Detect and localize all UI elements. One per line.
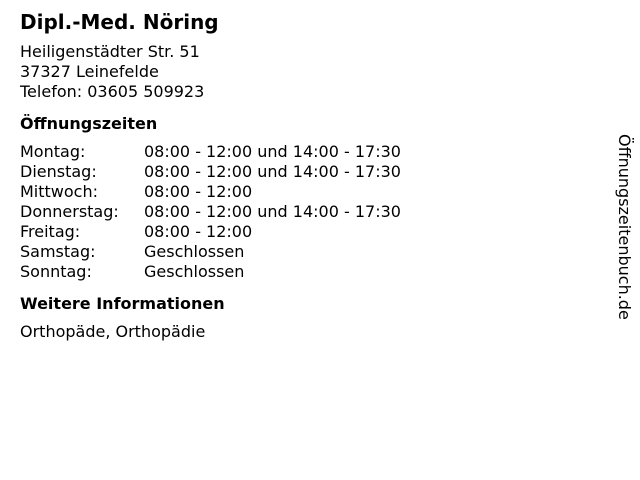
hours-time: 08:00 - 12:00 <box>144 182 253 201</box>
street-address: Heiligenstädter Str. 51 <box>20 42 200 61</box>
hours-time: Geschlossen <box>144 262 245 281</box>
opening-hours-heading: Öffnungszeiten <box>20 114 158 133</box>
specialty-text: Orthopäde, Orthopädie <box>20 322 206 341</box>
hours-row <box>20 162 401 182</box>
hours-time: 08:00 - 12:00 und 14:00 - 17:30 <box>144 202 401 221</box>
further-info-heading: Weitere Informationen <box>20 294 225 313</box>
hours-day: Mittwoch: <box>20 182 98 201</box>
opening-hours-table <box>20 142 401 282</box>
brand-watermark: Öffnungszeitenbuch.de <box>615 134 634 320</box>
hours-day: Samstag: <box>20 242 96 261</box>
hours-day: Dienstag: <box>20 162 97 181</box>
hours-day: Freitag: <box>20 222 81 241</box>
hours-row <box>20 182 401 202</box>
phone-number: Telefon: 03605 509923 <box>20 82 205 101</box>
practice-name: Dipl.-Med. Nöring <box>20 10 219 34</box>
hours-time: Geschlossen <box>144 242 245 261</box>
practice-card <box>20 10 600 342</box>
hours-row <box>20 242 401 262</box>
hours-time: 08:00 - 12:00 und 14:00 - 17:30 <box>144 142 401 161</box>
hours-row <box>20 222 401 242</box>
hours-row <box>20 262 401 282</box>
hours-time: 08:00 - 12:00 und 14:00 - 17:30 <box>144 162 401 181</box>
hours-time: 08:00 - 12:00 <box>144 222 253 241</box>
city-address: 37327 Leinefelde <box>20 62 159 81</box>
hours-day: Donnerstag: <box>20 202 119 221</box>
hours-day: Sonntag: <box>20 262 92 281</box>
hours-row <box>20 142 401 162</box>
hours-day: Montag: <box>20 142 86 161</box>
address-block <box>20 42 600 102</box>
hours-row <box>20 202 401 222</box>
